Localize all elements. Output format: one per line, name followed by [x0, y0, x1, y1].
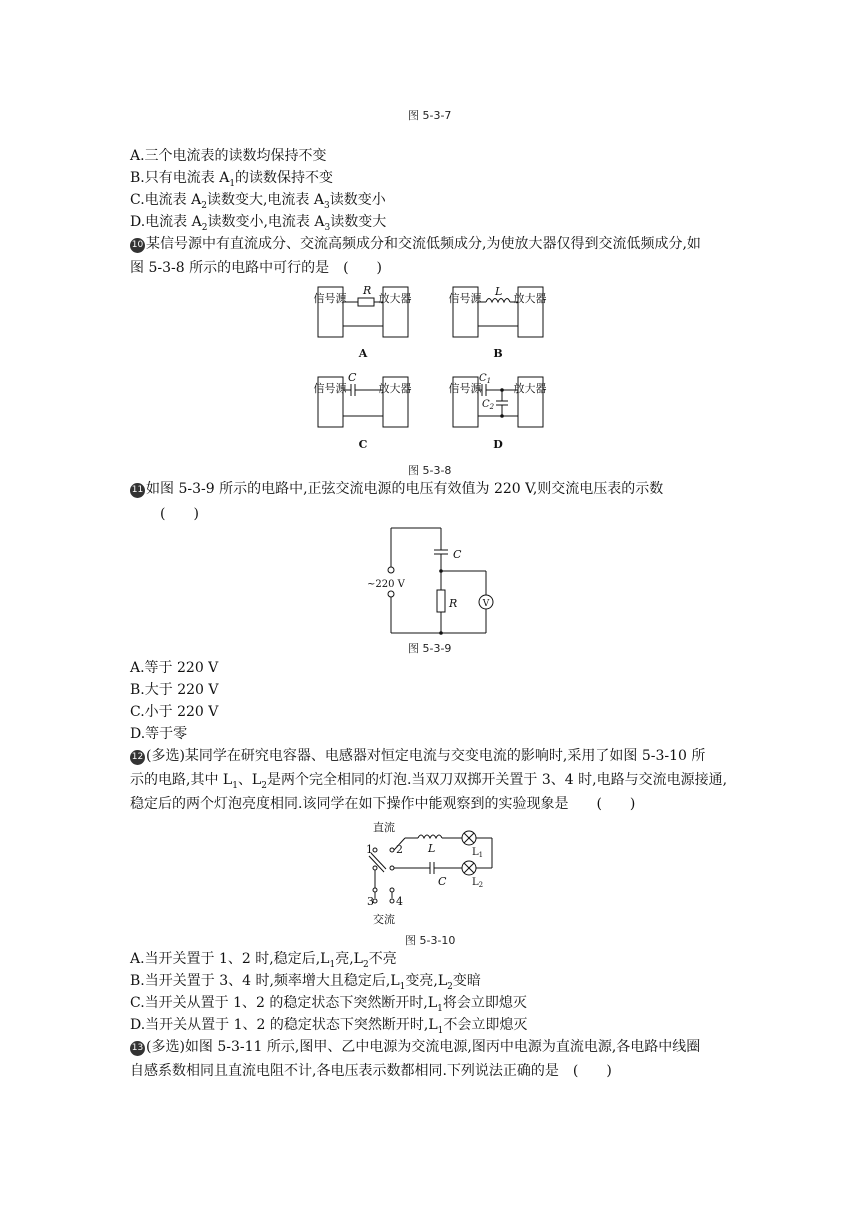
inductor-label: L: [428, 842, 436, 855]
q12-option-a: A.当开关置于 1、2 时,稳定后$,L_1$亮$,L_2$不亮: [130, 951, 397, 970]
figure-5-3-8: [310, 282, 550, 457]
figure-5-3-9: [360, 525, 500, 637]
option-label-a: A: [358, 347, 368, 360]
signal-source-label: 信号源: [448, 382, 482, 395]
amplifier-label: 放大器: [378, 292, 412, 305]
q9-option-c: C.电流表 $A_2$读数变大,电流表 $A_3$读数变小: [130, 192, 386, 211]
option-label-b: B: [493, 347, 503, 360]
q12-stem-line3: 稳定后的两个灯泡亮度相同.该同学在如下操作中能观察到的实验现象是 ( ): [130, 796, 636, 812]
question-number-badge: 13: [130, 1041, 145, 1056]
q10-stem-line2: 图 5-3-8 所示的电路中可行的是 ( ): [130, 260, 383, 276]
voltmeter-label: V: [482, 599, 490, 609]
q13-stem-line1: 13 (多选)如图 5-3-11 所示,图甲、乙中电源为交流电源,图丙中电源为直流电源,各电路中线圈: [131, 1039, 701, 1055]
q11-stem-line1: 11 如图 5-3-9 所示的电路中,正弦交流电源的电压有效值为 220 V,则交流电压表的示数: [131, 481, 664, 497]
option-label-d: D: [493, 438, 503, 451]
dc-label: 直流: [373, 821, 395, 834]
q9-option-d: D.电流表 $A_2$读数变小,电流表 $A_3$读数变大: [130, 214, 387, 233]
lamp-l2-label: $L_2$: [472, 877, 484, 889]
question-number-badge: 12: [130, 750, 145, 765]
q11-option-c: C.小于 220 V: [130, 704, 219, 720]
capacitor-label: C: [438, 875, 447, 888]
resistor-label: R: [363, 284, 372, 297]
q12-option-d: D.当开关从置于 1、2 的稳定状态下突然断开时$,L_1$不会立即熄灭: [130, 1017, 528, 1036]
capacitor-c2-label: $C_2$: [482, 399, 495, 411]
lamp-l1-label: $L_1$: [472, 847, 484, 859]
q12-option-b: B.当开关置于 3、4 时,频率增大且稳定后$,L_1$变亮$,L_2$变暗: [130, 973, 481, 992]
terminal-1-label: 1: [366, 843, 373, 856]
terminal-4-label: 4: [396, 895, 403, 908]
terminal-3-label: 3: [367, 895, 374, 908]
amplifier-label: 放大器: [513, 382, 547, 395]
capacitor-c1-label: $C_1$: [479, 373, 492, 385]
signal-source-label: 信号源: [448, 292, 482, 305]
q12-stem-line2: 示的电路,其中 $L_1$、$L_2$是两个完全相同的灯泡.当双刀双掷开关置于 3、4 时,电路与交流电源接通,: [130, 772, 728, 791]
q11-option-a: A.等于 220 V: [130, 660, 219, 676]
option-label-c: C: [358, 438, 368, 451]
q11-option-d: D.等于零: [130, 726, 188, 742]
inductor-label: L: [495, 285, 503, 298]
q13-stem-line2: 自感系数相同且直流电阻不计,各电压表示数都相同.下列说法正确的是 ( ): [130, 1063, 612, 1079]
signal-source-label: 信号源: [313, 382, 347, 395]
q11-stem-line2: ( ): [160, 506, 199, 522]
amplifier-label: 放大器: [378, 382, 412, 395]
figure-caption-5-3-7: 图 5-3-7: [408, 109, 452, 122]
ac-source-label: ~220 V: [367, 579, 405, 590]
capacitor-label: C: [453, 548, 462, 561]
figure-caption-5-3-8: 图 5-3-8: [408, 464, 452, 477]
question-number-badge: 11: [130, 483, 145, 498]
q9-option-b: B.只有电流表 $A_1$的读数保持不变: [130, 170, 334, 189]
ac-label: 交流: [373, 913, 395, 926]
amplifier-label: 放大器: [513, 292, 547, 305]
q11-option-b: B.大于 220 V: [130, 682, 219, 698]
q12-stem-line1: 12 (多选)某同学在研究电容器、电感器对恒定电流与交变电流的影响时,采用了如图 5-3-10 所: [131, 748, 706, 764]
figure-caption-5-3-10: 图 5-3-10: [405, 934, 456, 947]
capacitor-label: C: [348, 371, 357, 384]
q9-option-a: A.三个电流表的读数均保持不变: [130, 148, 327, 164]
resistor-label: R: [449, 597, 458, 610]
q10-stem-line1: 10 某信号源中有直流成分、交流高频成分和交流低频成分,为使放大器仅得到交流低频成分,如: [131, 236, 701, 252]
terminal-2-label: 2: [396, 843, 403, 856]
signal-source-label: 信号源: [313, 292, 347, 305]
q12-option-c: C.当开关从置于 1、2 的稳定状态下突然断开时$,L_1$将会立即熄灭: [130, 995, 527, 1014]
figure-5-3-10: [360, 812, 510, 930]
figure-caption-5-3-9: 图 5-3-9: [408, 642, 452, 655]
question-number-badge: 10: [130, 238, 145, 253]
